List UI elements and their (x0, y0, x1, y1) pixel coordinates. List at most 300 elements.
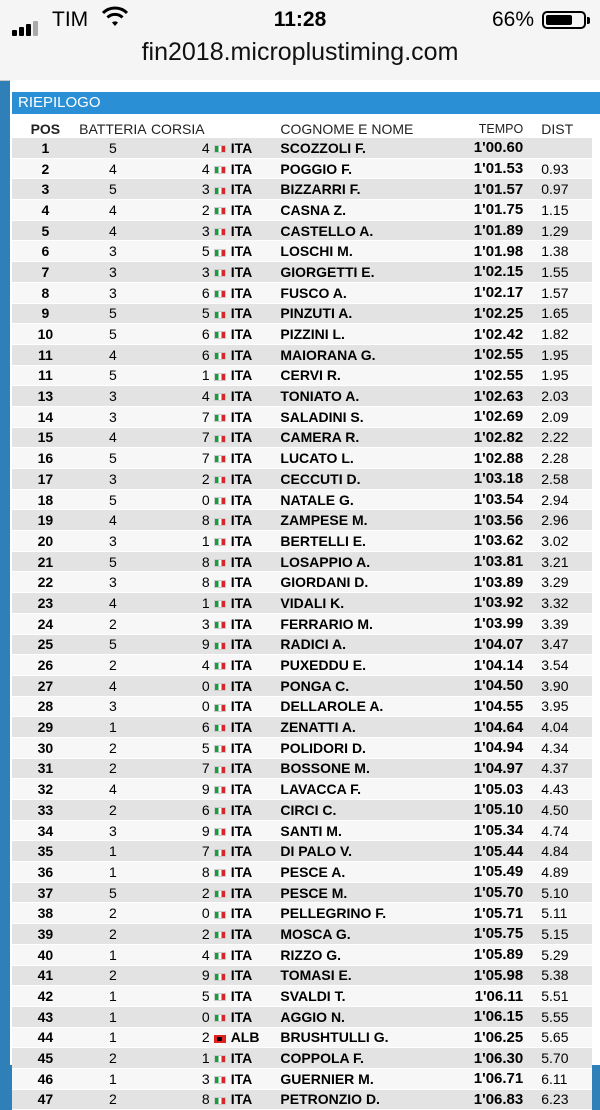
cell-corsia: 0 (147, 903, 214, 924)
cell-nation (214, 427, 277, 448)
cell-nation (214, 717, 277, 738)
cell-corsia: 2 (147, 882, 214, 903)
cell-nation (214, 241, 277, 262)
flag-icon (214, 145, 226, 153)
cell-batteria: 3 (79, 386, 147, 407)
cell-batteria: 5 (79, 489, 147, 510)
cell-dist: 4.34 (527, 737, 592, 758)
flag-icon (214, 497, 226, 505)
cell-dist (527, 138, 592, 158)
cell-dist: 1.82 (527, 324, 592, 345)
cell-name: SCOZZOLI F. (276, 138, 432, 158)
flag-icon (214, 952, 226, 960)
cell-corsia: 3 (147, 613, 214, 634)
nation-code: ITA (230, 346, 253, 363)
cell-dist: 5.38 (527, 965, 592, 986)
cell-dist: 4.37 (527, 758, 592, 779)
cell-corsia: 3 (147, 1068, 214, 1089)
cell-tempo: 1'06.25 (432, 1027, 527, 1048)
cell-batteria: 5 (79, 179, 147, 200)
nation-code: ITA (230, 243, 253, 260)
cell-tempo: 1'06.83 (432, 1089, 527, 1110)
flag-icon (214, 166, 226, 174)
flag-icon (214, 331, 226, 339)
nation-code: ITA (230, 429, 253, 446)
cell-nation (214, 924, 277, 945)
nation-code: ITA (230, 491, 253, 508)
nation-code: ITA (230, 139, 253, 156)
cell-name: DELLAROLE A. (276, 696, 432, 717)
cell-nation (214, 1048, 277, 1069)
nation-code: ITA (230, 305, 253, 322)
cell-dist: 6.23 (527, 1089, 592, 1110)
cell-dist: 1.29 (527, 220, 592, 241)
cell-name: PUXEDDU E. (276, 655, 432, 676)
cell-corsia: 8 (147, 1089, 214, 1110)
cell-nation (214, 220, 277, 241)
cell-name: LOSAPPIO A. (276, 551, 432, 572)
cell-pos: 41 (12, 965, 79, 986)
cell-nation (214, 510, 277, 531)
cell-pos: 2 (12, 158, 79, 179)
cell-corsia: 1 (147, 365, 214, 386)
cell-pos: 1 (12, 138, 79, 158)
table-row (12, 241, 592, 262)
cell-dist: 4.04 (527, 717, 592, 738)
cell-batteria: 2 (79, 1089, 147, 1110)
cell-dist: 0.97 (527, 179, 592, 200)
cell-dist: 5.51 (527, 986, 592, 1007)
cell-dist: 1.95 (527, 344, 592, 365)
table-row (12, 717, 592, 738)
cell-dist: 5.11 (527, 903, 592, 924)
cell-batteria: 4 (79, 675, 147, 696)
cell-batteria: 2 (79, 924, 147, 945)
table-header-row (12, 120, 592, 138)
cell-name: CECCUTI D. (276, 469, 432, 490)
browser-chrome (0, 0, 600, 81)
cell-dist: 2.58 (527, 469, 592, 490)
cell-name: FUSCO A. (276, 282, 432, 303)
flag-icon (214, 828, 226, 836)
flag-icon (214, 724, 226, 732)
cell-corsia: 5 (147, 986, 214, 1007)
cell-tempo: 1'05.89 (432, 944, 527, 965)
cell-corsia: 1 (147, 1048, 214, 1069)
cell-pos: 17 (12, 469, 79, 490)
table-row (12, 572, 592, 593)
cell-corsia: 8 (147, 572, 214, 593)
cell-dist: 4.84 (527, 841, 592, 862)
cell-batteria: 2 (79, 613, 147, 634)
cell-corsia: 7 (147, 448, 214, 469)
cell-tempo: 1'05.44 (432, 841, 527, 862)
table-row (12, 406, 592, 427)
table-row (12, 986, 592, 1007)
cell-batteria: 4 (79, 200, 147, 221)
cell-tempo: 1'02.82 (432, 427, 527, 448)
cell-batteria: 5 (79, 551, 147, 572)
cell-pos: 42 (12, 986, 79, 1007)
cell-dist: 5.10 (527, 882, 592, 903)
cell-corsia: 1 (147, 593, 214, 614)
cell-dist: 1.65 (527, 303, 592, 324)
cell-tempo: 1'01.98 (432, 241, 527, 262)
flag-icon (214, 662, 226, 670)
cell-batteria: 5 (79, 634, 147, 655)
nation-code: ITA (230, 408, 253, 425)
nation-code: ITA (230, 181, 253, 198)
cell-corsia: 5 (147, 303, 214, 324)
cell-nation (214, 365, 277, 386)
cell-corsia: 2 (147, 469, 214, 490)
table-row (12, 882, 592, 903)
cell-batteria: 2 (79, 800, 147, 821)
nation-code: ITA (230, 1091, 253, 1108)
cell-corsia: 2 (147, 1027, 214, 1048)
table-row (12, 593, 592, 614)
cell-dist: 1.15 (527, 200, 592, 221)
cell-dist: 3.54 (527, 655, 592, 676)
cell-nation (214, 324, 277, 345)
cell-tempo: 1'04.64 (432, 717, 527, 738)
cell-pos: 11 (12, 365, 79, 386)
cell-dist: 3.29 (527, 572, 592, 593)
cell-dist: 4.74 (527, 820, 592, 841)
flag-icon (214, 849, 226, 857)
cell-name: PETRONZIO D. (276, 1089, 432, 1110)
cell-batteria: 3 (79, 820, 147, 841)
cell-batteria: 3 (79, 572, 147, 593)
cell-name: PIZZINI L. (276, 324, 432, 345)
header-dist: DIST (541, 121, 574, 137)
cell-pos: 29 (12, 717, 79, 738)
cell-tempo: 1'06.71 (432, 1068, 527, 1089)
cell-pos: 33 (12, 800, 79, 821)
cell-pos: 47 (12, 1089, 79, 1110)
table-row (12, 365, 592, 386)
cell-pos: 37 (12, 882, 79, 903)
cell-name: PESCE A. (276, 862, 432, 883)
cell-batteria: 2 (79, 1048, 147, 1069)
flag-icon (214, 290, 226, 298)
cell-pos: 26 (12, 655, 79, 676)
cell-corsia: 0 (147, 675, 214, 696)
cell-name: CASNA Z. (276, 200, 432, 221)
cell-pos: 46 (12, 1068, 79, 1089)
cell-batteria: 1 (79, 841, 147, 862)
cell-name: DI PALO V. (276, 841, 432, 862)
cell-dist: 3.32 (527, 593, 592, 614)
cell-pos: 45 (12, 1048, 79, 1069)
cell-name: POGGIO F. (276, 158, 432, 179)
cell-tempo: 1'01.57 (432, 179, 527, 200)
cell-tempo: 1'02.17 (432, 282, 527, 303)
cell-tempo: 1'02.25 (432, 303, 527, 324)
flag-icon (214, 187, 226, 195)
cell-corsia: 6 (147, 800, 214, 821)
flag-icon (214, 600, 226, 608)
cell-corsia: 7 (147, 406, 214, 427)
cell-name: VIDALI K. (276, 593, 432, 614)
cell-dist: 5.15 (527, 924, 592, 945)
flag-icon (214, 642, 226, 650)
cell-dist: 3.21 (527, 551, 592, 572)
cell-corsia: 1 (147, 531, 214, 552)
cell-corsia: 7 (147, 841, 214, 862)
nation-code: ITA (230, 594, 253, 611)
cell-dist: 4.50 (527, 800, 592, 821)
cell-corsia: 9 (147, 820, 214, 841)
cell-nation (214, 841, 277, 862)
cell-corsia: 0 (147, 1006, 214, 1027)
flag-icon (214, 435, 226, 443)
flag-icon (214, 931, 226, 939)
flag-icon (214, 455, 226, 463)
cell-name: PESCE M. (276, 882, 432, 903)
table-row (12, 779, 592, 800)
nation-code: ITA (230, 160, 253, 177)
cell-pos: 3 (12, 179, 79, 200)
table-row (12, 282, 592, 303)
cell-pos: 19 (12, 510, 79, 531)
table-row (12, 613, 592, 634)
table-row (12, 1006, 592, 1027)
carrier-label: TIM (52, 8, 89, 31)
cell-batteria: 1 (79, 862, 147, 883)
flag-icon (214, 373, 226, 381)
flag-icon (214, 621, 226, 629)
table-row (12, 386, 592, 407)
cell-tempo: 1'06.15 (432, 1006, 527, 1027)
cell-batteria: 1 (79, 717, 147, 738)
table-row (12, 469, 592, 490)
cell-tempo: 1'05.34 (432, 820, 527, 841)
cell-nation (214, 696, 277, 717)
cell-dist: 5.29 (527, 944, 592, 965)
cell-batteria: 2 (79, 758, 147, 779)
flag-icon (214, 745, 226, 753)
cell-tempo: 1'05.98 (432, 965, 527, 986)
cell-tempo: 1'03.99 (432, 613, 527, 634)
cell-batteria: 4 (79, 220, 147, 241)
flag-icon (214, 393, 226, 401)
cell-tempo: 1'03.56 (432, 510, 527, 531)
cell-nation (214, 262, 277, 283)
cell-nation (214, 179, 277, 200)
flag-icon (214, 538, 226, 546)
cell-pos: 4 (12, 200, 79, 221)
cell-nation (214, 903, 277, 924)
cell-tempo: 1'04.55 (432, 696, 527, 717)
flag-icon (214, 911, 226, 919)
nation-code: ITA (230, 284, 253, 301)
flag-icon (214, 683, 226, 691)
cell-nation (214, 862, 277, 883)
header-batteria: BATTERIA (79, 121, 147, 137)
cell-pos: 38 (12, 903, 79, 924)
table-row (12, 220, 592, 241)
cell-name: GIORGETTI E. (276, 262, 432, 283)
cell-corsia: 4 (147, 158, 214, 179)
table-row (12, 489, 592, 510)
cell-tempo: 1'03.62 (432, 531, 527, 552)
nation-code: ITA (230, 201, 253, 218)
cell-dist: 0.93 (527, 158, 592, 179)
cell-batteria: 4 (79, 510, 147, 531)
cell-pos: 31 (12, 758, 79, 779)
cell-batteria: 3 (79, 531, 147, 552)
cell-corsia: 7 (147, 758, 214, 779)
flag-icon (214, 518, 226, 526)
table-row (12, 427, 592, 448)
nation-code: ITA (230, 739, 253, 756)
cell-batteria: 5 (79, 324, 147, 345)
cell-corsia: 7 (147, 427, 214, 448)
flag-icon (214, 1097, 226, 1105)
cell-corsia: 9 (147, 779, 214, 800)
cell-tempo: 1'03.92 (432, 593, 527, 614)
cell-nation (214, 593, 277, 614)
cell-dist: 4.89 (527, 862, 592, 883)
header-corsia: CORSIA (150, 121, 205, 137)
cell-name: ZENATTI A. (276, 717, 432, 738)
cell-batteria: 4 (79, 593, 147, 614)
nation-code: ITA (230, 1008, 253, 1025)
flag-icon (214, 476, 226, 484)
cell-tempo: 1'04.07 (432, 634, 527, 655)
cell-pos: 34 (12, 820, 79, 841)
cell-batteria: 4 (79, 779, 147, 800)
cell-name: CERVI R. (276, 365, 432, 386)
cell-tempo: 1'02.15 (432, 262, 527, 283)
cell-dist: 5.65 (527, 1027, 592, 1048)
cell-batteria: 2 (79, 737, 147, 758)
cell-tempo: 1'05.03 (432, 779, 527, 800)
cell-corsia: 8 (147, 510, 214, 531)
flag-icon (214, 807, 226, 815)
cell-tempo: 1'02.69 (432, 406, 527, 427)
cell-batteria: 3 (79, 406, 147, 427)
cell-batteria: 1 (79, 1027, 147, 1048)
cell-nation (214, 572, 277, 593)
table-row (12, 1089, 592, 1110)
cell-tempo: 1'02.88 (432, 448, 527, 469)
cell-tempo: 1'02.55 (432, 344, 527, 365)
cell-name: CAMERA R. (276, 427, 432, 448)
table-row (12, 262, 592, 283)
cell-name: LOSCHI M. (276, 241, 432, 262)
cell-nation (214, 820, 277, 841)
table-row (12, 924, 592, 945)
flag-icon (214, 973, 226, 981)
nation-code: ITA (230, 222, 253, 239)
cell-name: NATALE G. (276, 489, 432, 510)
cell-tempo: 1'03.54 (432, 489, 527, 510)
cell-batteria: 1 (79, 944, 147, 965)
cell-tempo: 1'02.55 (432, 365, 527, 386)
section-title: RIEPILOGO (12, 92, 600, 114)
cell-dist: 2.94 (527, 489, 592, 510)
cell-corsia: 6 (147, 717, 214, 738)
table-row (12, 758, 592, 779)
cell-pos: 24 (12, 613, 79, 634)
cell-nation (214, 800, 277, 821)
cell-pos: 11 (12, 344, 79, 365)
cell-corsia: 3 (147, 262, 214, 283)
nation-code: ITA (230, 946, 253, 963)
cell-batteria: 1 (79, 986, 147, 1007)
cell-batteria: 5 (79, 303, 147, 324)
cell-nation (214, 386, 277, 407)
cell-pos: 35 (12, 841, 79, 862)
cell-dist: 1.95 (527, 365, 592, 386)
table-row (12, 820, 592, 841)
table-row (12, 531, 592, 552)
cell-pos: 27 (12, 675, 79, 696)
nation-code: ITA (230, 326, 253, 343)
table-row (12, 1068, 592, 1089)
cell-corsia: 9 (147, 965, 214, 986)
cell-corsia: 4 (147, 386, 214, 407)
cell-dist: 1.57 (527, 282, 592, 303)
cell-dist: 2.96 (527, 510, 592, 531)
flag-icon (214, 580, 226, 588)
url-bar[interactable]: fin2018.microplustiming.com (141, 38, 459, 66)
cell-name: CASTELLO A. (276, 220, 432, 241)
cell-corsia: 6 (147, 324, 214, 345)
cell-name: AGGIO N. (276, 1006, 432, 1027)
cell-batteria: 5 (79, 448, 147, 469)
cell-nation (214, 758, 277, 779)
cell-corsia: 2 (147, 200, 214, 221)
cell-pos: 16 (12, 448, 79, 469)
flag-icon (214, 311, 226, 319)
cell-batteria: 4 (79, 427, 147, 448)
cell-name: MAIORANA G. (276, 344, 432, 365)
cell-nation (214, 469, 277, 490)
cell-batteria: 5 (79, 365, 147, 386)
cell-batteria: 1 (79, 1006, 147, 1027)
nation-code: ITA (230, 574, 253, 591)
nation-code: ITA (230, 677, 253, 694)
nation-code: ITA (230, 781, 253, 798)
nation-code: ITA (230, 884, 253, 901)
table-row (12, 1048, 592, 1069)
cell-tempo: 1'03.81 (432, 551, 527, 572)
cell-batteria: 2 (79, 965, 147, 986)
nation-code: ITA (230, 863, 253, 880)
cell-tempo: 1'05.71 (432, 903, 527, 924)
nation-code: ITA (230, 388, 253, 405)
cell-pos: 32 (12, 779, 79, 800)
cell-nation (214, 613, 277, 634)
cell-dist: 6.11 (527, 1068, 592, 1089)
cell-batteria: 3 (79, 696, 147, 717)
cell-nation (214, 344, 277, 365)
cell-nation (214, 551, 277, 572)
cell-name: GIORDANI D. (276, 572, 432, 593)
cell-nation (214, 882, 277, 903)
nation-code: ITA (230, 925, 253, 942)
cell-nation (214, 1027, 277, 1048)
cell-pos: 7 (12, 262, 79, 283)
cell-nation (214, 158, 277, 179)
cell-pos: 23 (12, 593, 79, 614)
cell-pos: 43 (12, 1006, 79, 1027)
clock: 11:28 (273, 8, 327, 31)
cell-nation (214, 986, 277, 1007)
